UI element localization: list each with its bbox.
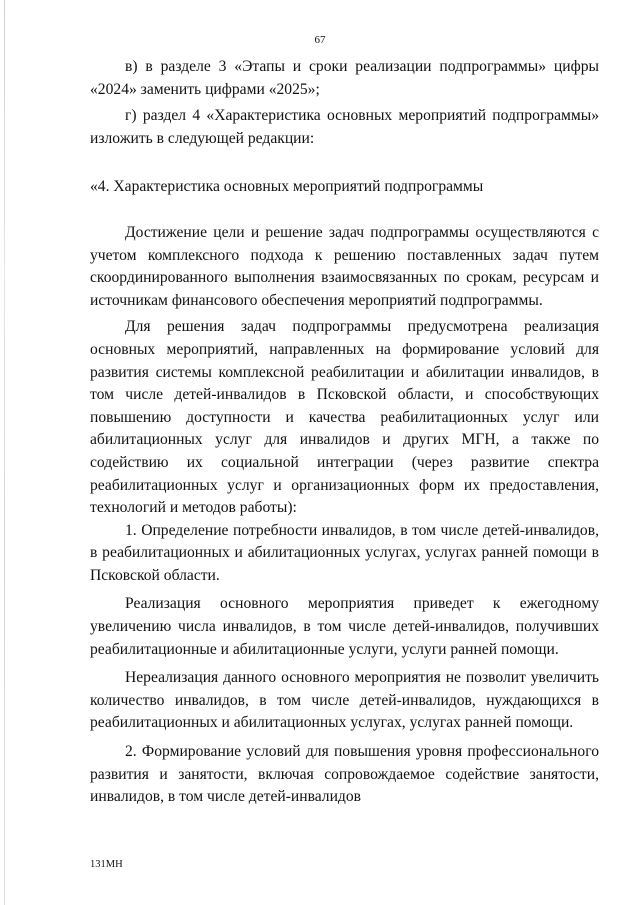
paragraph-activity-1-result: Реализация основного мероприятия приведет к ежегодному увеличению числа инвалидов, в том числе детей-инвалидов, получивших реабилитационные и абилитационные услуги, услуги ранней помощи. bbox=[90, 595, 599, 658]
paragraph-goal-achievement: Достижение цели и решение задач подпрограммы осуществляются с учетом комплексного подхода к решению поставленных задач путем скоординированного выполнения взаимосвязанных по срокам, ресурсам и источникам финансового обеспечения мероприятий подпрограммы. bbox=[90, 223, 599, 309]
page-edge-line bbox=[4, 0, 5, 905]
amendment-item-g: г) раздел 4 «Характеристика основных мероприятий подпрограммы» изложить в следующей редакции: bbox=[90, 107, 599, 147]
paragraph-main-activities: Для решения задач подпрограммы предусмотрена реализация основных мероприятий, направленных на формирование условий для развития системы комплексной реабилитации и абилитации инвалидов, в том числе детей-инвалидов в Псковской области, и способствующих повышению доступности и качества реабилитационных услуг или абилитационных услуг для инвалидов и других МГН, а также по содействию их социальной интеграции (через развитие спектра реабилитационных услуг и организационных форм их предоставления, технологий и методов работы): bbox=[90, 318, 599, 517]
footer-document-code: 131МН bbox=[90, 859, 123, 870]
amendment-item-v: в) в разделе 3 «Этапы и сроки реализации подпрограммы» цифры «2024» заменить цифрами «2025»; bbox=[90, 58, 599, 98]
page-number: 67 bbox=[314, 34, 326, 46]
paragraph-activity-2: 2. Формирование условий для повышения уровня профессионального развития и занятости, включая сопровождаемое содействие занятости, инвалидов, в том числе детей-инвалидов bbox=[90, 743, 599, 806]
document-body bbox=[90, 56, 599, 809]
paragraph-activity-1: 1. Определение потребности инвалидов, в том числе детей-инвалидов, в реабилитационных и абилитационных услугах, услугах ранней помощи в Псковской области. bbox=[90, 521, 599, 584]
section-heading: «4. Характеристика основных мероприятий подпрограммы bbox=[90, 178, 484, 196]
paragraph-activity-1-risk: Нереализация данного основного мероприятия не позволит увеличить количество инвалидов, в том числе детей-инвалидов, нуждающихся в реабилитационных и абилитационных услугах, услугах ранней помощи. bbox=[90, 669, 599, 732]
